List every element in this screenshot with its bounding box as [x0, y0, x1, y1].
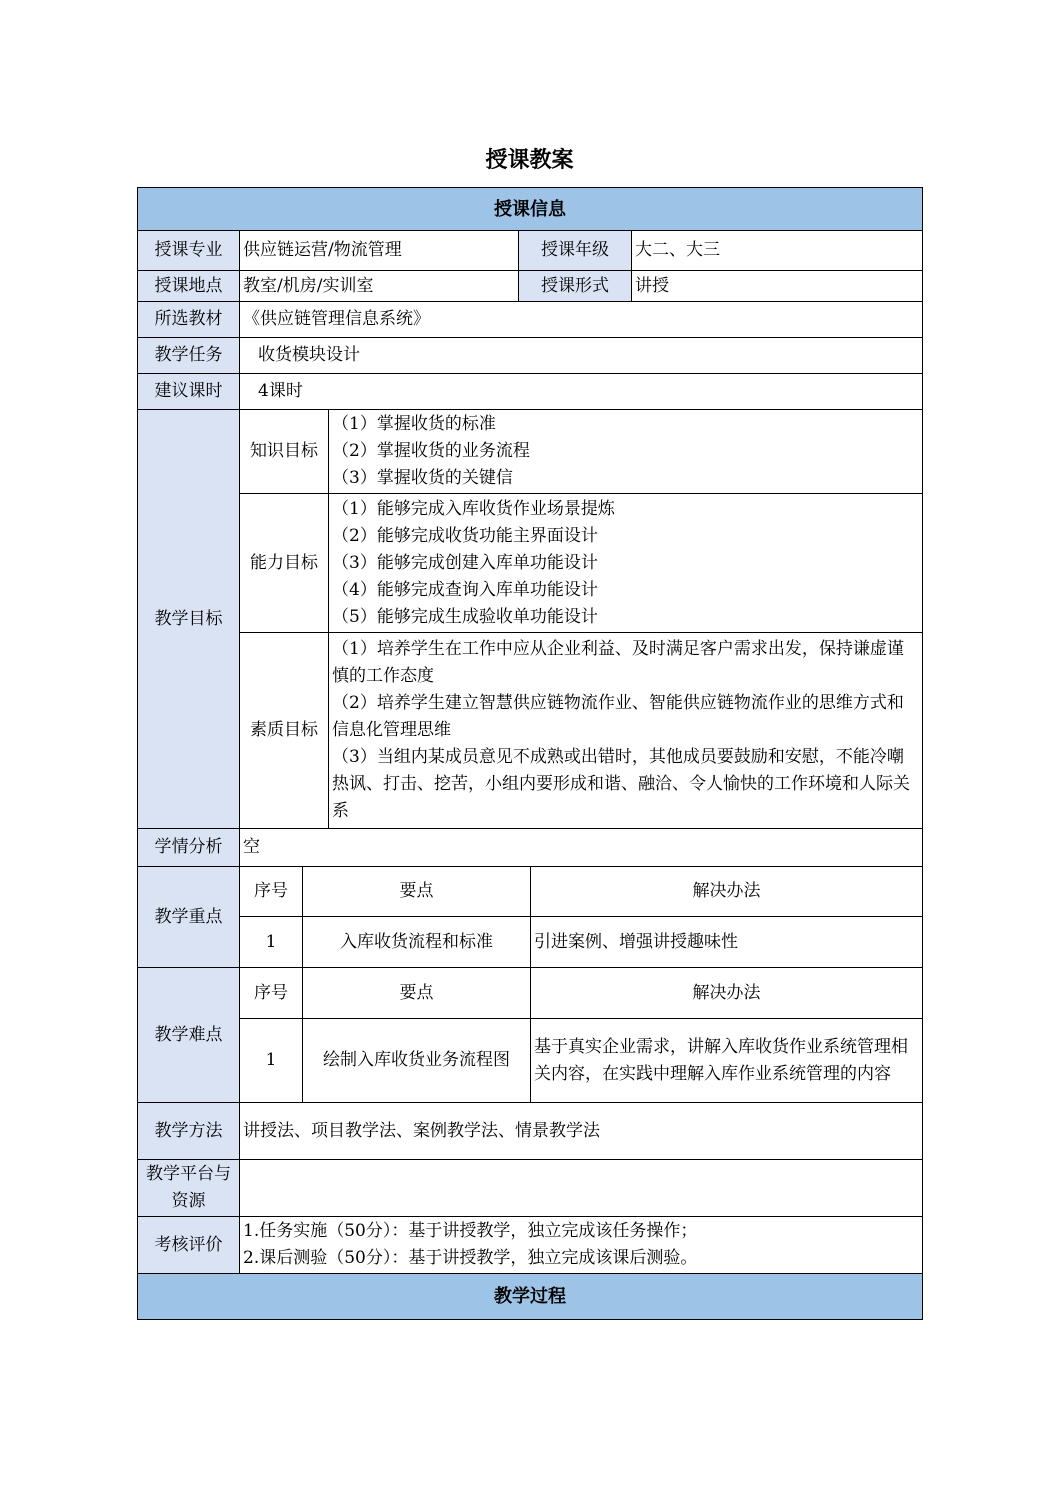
table-row [138, 1019, 923, 1103]
location-value: 教室/机房/实训室 [240, 271, 519, 302]
column-header-solution: 解决办法 [531, 968, 923, 1019]
location-label: 授课地点 [138, 271, 240, 302]
ability-items [329, 494, 923, 633]
platform-value [240, 1160, 923, 1217]
column-header-point: 要点 [303, 968, 531, 1019]
difficult-point-solution: 基于真实企业需求，讲解入库收货作业系统管理相关内容，在实践中理解入库作业系统管理的内容 [531, 1019, 923, 1103]
row-quality-objective [138, 633, 923, 829]
knowledge-item: （1）掌握收货的标准 [332, 414, 496, 434]
key-point-no: 1 [240, 917, 303, 968]
form-label: 授课形式 [519, 271, 632, 302]
row-major-grade [138, 231, 923, 271]
ability-label: 能力目标 [240, 494, 329, 633]
task-label: 教学任务 [138, 338, 240, 374]
ability-item: （4）能够完成查询入库单功能设计 [332, 579, 598, 600]
difficult-point-text: 绘制入库收货业务流程图 [303, 1019, 531, 1103]
lesson-plan-table [137, 187, 923, 1320]
assessment-item: 2.课后测验（50分）：基于讲授教学，独立完成该课后测验。 [243, 1248, 698, 1268]
section-header-info: 授课信息 [138, 188, 923, 231]
column-header-solution: 解决办法 [531, 867, 923, 917]
difficult-points-label: 教学难点 [138, 968, 240, 1103]
hours-label: 建议课时 [138, 374, 240, 410]
column-header-point: 要点 [303, 867, 531, 917]
difficult-point-no: 1 [240, 1019, 303, 1103]
row-knowledge-objective [138, 410, 923, 494]
methods-label: 教学方法 [138, 1103, 240, 1160]
row-hours [138, 374, 923, 410]
quality-item: （3）当组内某成员意见不成熟或出错时，其他成员要鼓励和安慰，不能冷嘲热讽、打击、挖苦，小组内要形成和谐、融洽、令人愉快的工作环境和人际关系 [332, 747, 910, 821]
major-label: 授课专业 [138, 231, 240, 271]
row-assessment [138, 1217, 923, 1274]
platform-label: 教学平台与资源 [138, 1160, 240, 1217]
knowledge-items [329, 410, 923, 494]
hours-value: 4课时 [240, 374, 923, 410]
section-header-process: 教学过程 [138, 1274, 923, 1320]
form-value: 讲授 [632, 271, 923, 302]
textbook-label: 所选教材 [138, 302, 240, 338]
quality-item: （1）培养学生在工作中应从企业利益、及时满足客户需求出发，保持谦虚谨慎的工作态度 [332, 639, 904, 686]
key-points-header-row [138, 867, 923, 917]
ability-item: （5）能够完成生成验收单功能设计 [332, 606, 598, 627]
row-task [138, 338, 923, 374]
ability-item: （3）能够完成创建入库单功能设计 [332, 552, 598, 573]
quality-item: （2）培养学生建立智慧供应链物流作业、智能供应链物流作业的思维方式和信息化管理思维 [332, 693, 904, 740]
assessment-items [240, 1217, 923, 1274]
row-analysis [138, 829, 923, 867]
grade-value: 大二、大三 [632, 231, 923, 271]
textbook-value: 《供应链管理信息系统》 [240, 302, 923, 338]
assessment-item: 1.任务实施（50分）：基于讲授教学，独立完成该任务操作； [243, 1221, 698, 1241]
objectives-label: 教学目标 [138, 410, 240, 829]
analysis-label: 学情分析 [138, 829, 240, 867]
major-value: 供应链运营/物流管理 [240, 231, 519, 271]
ability-item: （1）能够完成入库收货作业场景提炼 [332, 498, 615, 519]
row-textbook [138, 302, 923, 338]
key-point-solution: 引进案例、增强讲授趣味性 [531, 917, 923, 968]
knowledge-label: 知识目标 [240, 410, 329, 494]
row-platform [138, 1160, 923, 1217]
difficult-points-header-row [138, 968, 923, 1019]
key-points-label: 教学重点 [138, 867, 240, 968]
column-header-no: 序号 [240, 867, 303, 917]
row-location-form [138, 271, 923, 302]
assessment-label: 考核评价 [138, 1217, 240, 1274]
document-title: 授课教案 [485, 148, 574, 173]
key-point-text: 入库收货流程和标准 [303, 917, 531, 968]
table-row [138, 917, 923, 968]
quality-label: 素质目标 [240, 633, 329, 829]
analysis-value: 空 [240, 829, 923, 867]
grade-label: 授课年级 [519, 231, 632, 271]
quality-items [329, 633, 923, 829]
ability-item: （2）能够完成收货功能主界面设计 [332, 525, 598, 546]
task-value: 收货模块设计 [240, 338, 923, 374]
column-header-no: 序号 [240, 968, 303, 1019]
row-ability-objective [138, 494, 923, 633]
knowledge-item: （2）掌握收货的业务流程 [332, 441, 530, 461]
row-methods [138, 1103, 923, 1160]
methods-value: 讲授法、项目教学法、案例教学法、情景教学法 [240, 1103, 923, 1160]
knowledge-item: （3）掌握收货的关键信 [332, 468, 513, 488]
